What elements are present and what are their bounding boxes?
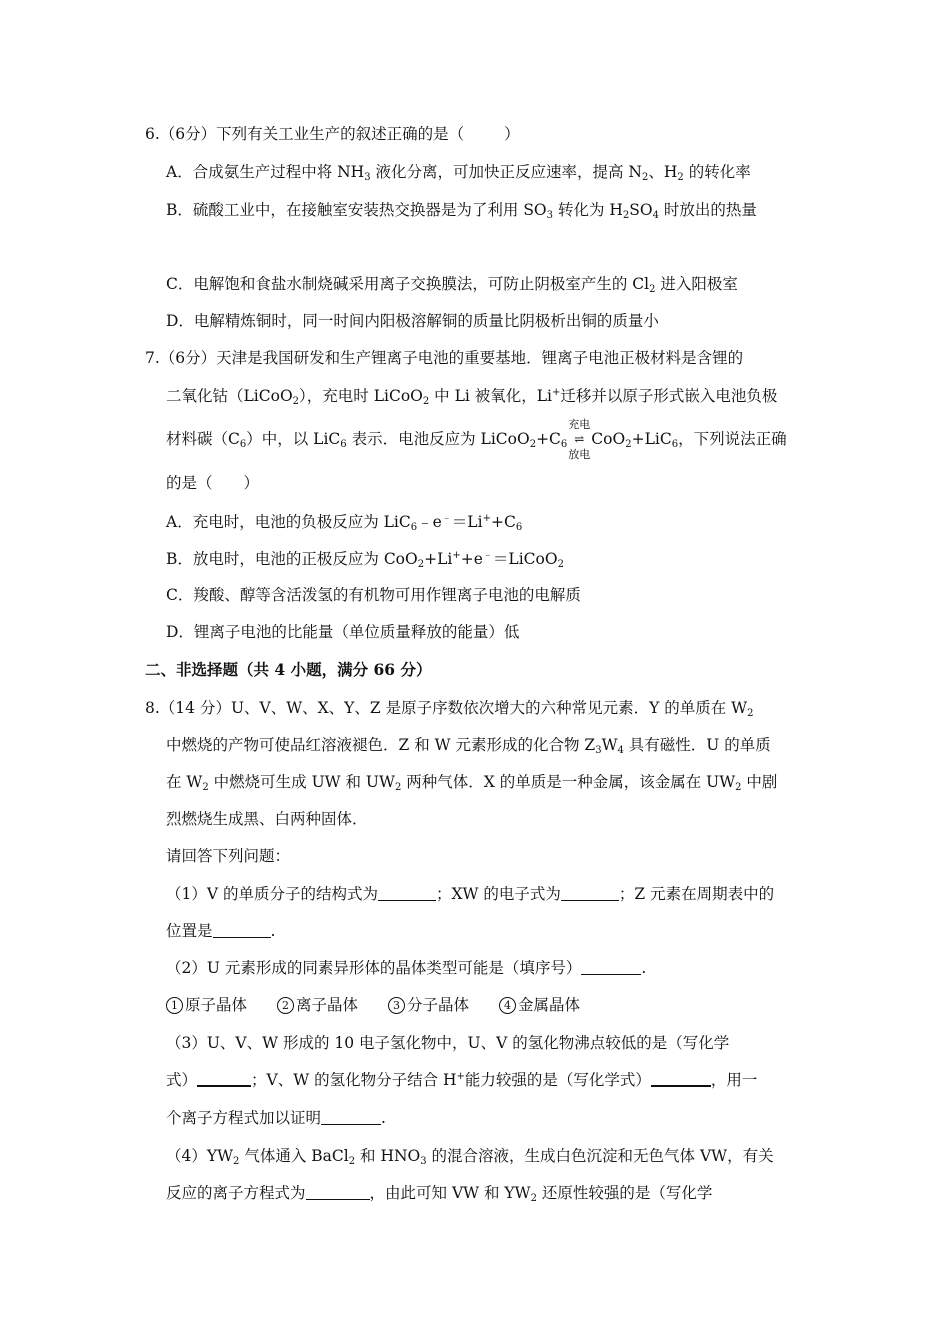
answer-blank[interactable] (197, 1071, 251, 1087)
q8-part3-line3: 个离子方程式加以证明 . (166, 1109, 386, 1127)
answer-blank[interactable] (306, 1185, 370, 1200)
q6-option-b: B．硫酸工业中，在接触室安装热交换器是为了利用 $SO_3$ 转化为 $H_2SO_4$ 时放出的热量 (166, 201, 757, 221)
q8-part1-line1: （1）V 的单质分子的结构式为 ；XW 的电子式为 ；Z 元素在周期表中的 (166, 885, 775, 903)
q7-stem-line3: 材料碳$(C_6)$中，以 LiC$_6$ 表示．电池反应为 $LiCoO_2+C_6$ 充电 ⇌ 放电 CoO$_2$+LiC$_6$，下列说法正确 (166, 429, 787, 449)
answer-blank[interactable] (378, 886, 436, 901)
q6-option-d: D．电解精炼铜时，同一时间内阳极溶解铜的质量比阴极析出铜的质量小 (166, 312, 659, 330)
circled-number-icon: 3 (388, 997, 405, 1014)
q8-part4-line2: 反应的离子方程式为 ，由此可知 VW 和 $YW_2$ 还原性较强的是（写化学 (166, 1184, 713, 1204)
q8-part2-options: 1 原子晶体 2 离子晶体 3 分子晶体 4 金属晶体 (166, 995, 580, 1015)
q7-stem-line4: 的是（ ） (166, 474, 260, 492)
q6-stem (145, 124, 520, 144)
reaction-arrow (567, 418, 591, 461)
q8-part4-line1: $(4)YW_2$ 气体通入 BaCl$_2$ 和 $HNO_3$ 的混合溶液，生成白色沉淀和无色气体 VW，有关 (166, 1147, 774, 1167)
answer-blank[interactable] (213, 923, 271, 938)
section-heading: 二、非选择题（共 4 小题，满分 66 分） (145, 660, 432, 679)
q6-stem-close: ） (504, 125, 520, 143)
circled-number-icon: 4 (499, 997, 516, 1014)
q7-stem-line1: 7.（6分）天津是我国研发和生产锂离子电池的重要基地．锂离子电池正极材料是含锂的 (145, 349, 744, 367)
q7-option-c: C．羧酸、醇等含活泼氢的有机物可用作锂离子电池的电解质 (166, 586, 581, 604)
q7-option-d: D．锂离子电池的比能量（单位质量释放的能量）低 (166, 623, 520, 641)
answer-blank[interactable] (561, 886, 619, 901)
q6-option-a: A．合成氨生产过程中将 $NH_3$ 液化分离，可加快正反应速率，提高 $N_2$、$H_2$ 的转化率 (166, 163, 751, 183)
equilibrium-arrow-icon: ⇌ (574, 432, 585, 446)
q7-stem-line2: 二氧化钴（LiCoO$_2$），充电时 LiCoO$_2$ 中 Li 被氧化，Li+迁移并以原子形式嵌入电池负极 (166, 387, 778, 407)
q8-stem-line4: 烈燃烧生成黑、白两种固体． (166, 810, 368, 828)
answer-blank[interactable] (651, 1071, 711, 1087)
q7-option-b: B．放电时，电池的正极反应为 CoO$_2$+Li++e﹣＝LiCoO$_2$ (166, 550, 564, 570)
q8-stem-line3: 在 $W_2$ 中燃烧可生成 UW 和 $UW_2$ 两种气体．X 的单质是一种金属，该金属在 $UW_2$ 中剧 (166, 773, 778, 793)
answer-blank[interactable] (321, 1110, 381, 1125)
q8-part3-line2: 式） ；V、W 的氢化物分子结合 H+能力较强的是（写化学式） ，用一 (166, 1071, 758, 1089)
q7-option-a: A．充电时，电池的负极反应为 $LiC_6﹣e^﹣=Li^++C_6$ (166, 513, 523, 533)
q8-stem-line2: 中燃烧的产物可使品红溶液褪色．Z 和 W 元素形成的化合物 $Z_3W_4$ 具有磁性．U 的单质 (166, 736, 771, 756)
q6-option-c: C．电解饱和食盐水制烧碱采用离子交换膜法，可防止阴极室产生的 $Cl_2$ 进入阳极室 (166, 275, 738, 295)
circled-number-icon: 1 (166, 997, 183, 1014)
circled-number-icon: 2 (277, 997, 294, 1014)
q8-part3-line1: （3）U、V、W 形成的 10 电子氢化物中，U、V 的氢化物沸点较低的是（写化学 (166, 1034, 730, 1052)
discharge-label: 放电 (568, 448, 591, 461)
q8-prompt: 请回答下列问题： (166, 847, 291, 865)
q8-part1-line2: 位置是 . (166, 922, 276, 940)
q8-part2: （2）U 元素形成的同素异形体的晶体类型可能是（填序号） . (166, 959, 647, 977)
answer-blank[interactable] (581, 960, 641, 975)
charge-label: 充电 (568, 418, 591, 431)
q6-stem-text: 6.（6分）下列有关工业生产的叙述正确的是（ (145, 125, 465, 143)
q8-stem-line1: 8.（14 分）U、V、W、X、Y、Z 是原子序数依次增大的六种常见元素．Y 的单质在 $W_2$ (145, 699, 754, 719)
